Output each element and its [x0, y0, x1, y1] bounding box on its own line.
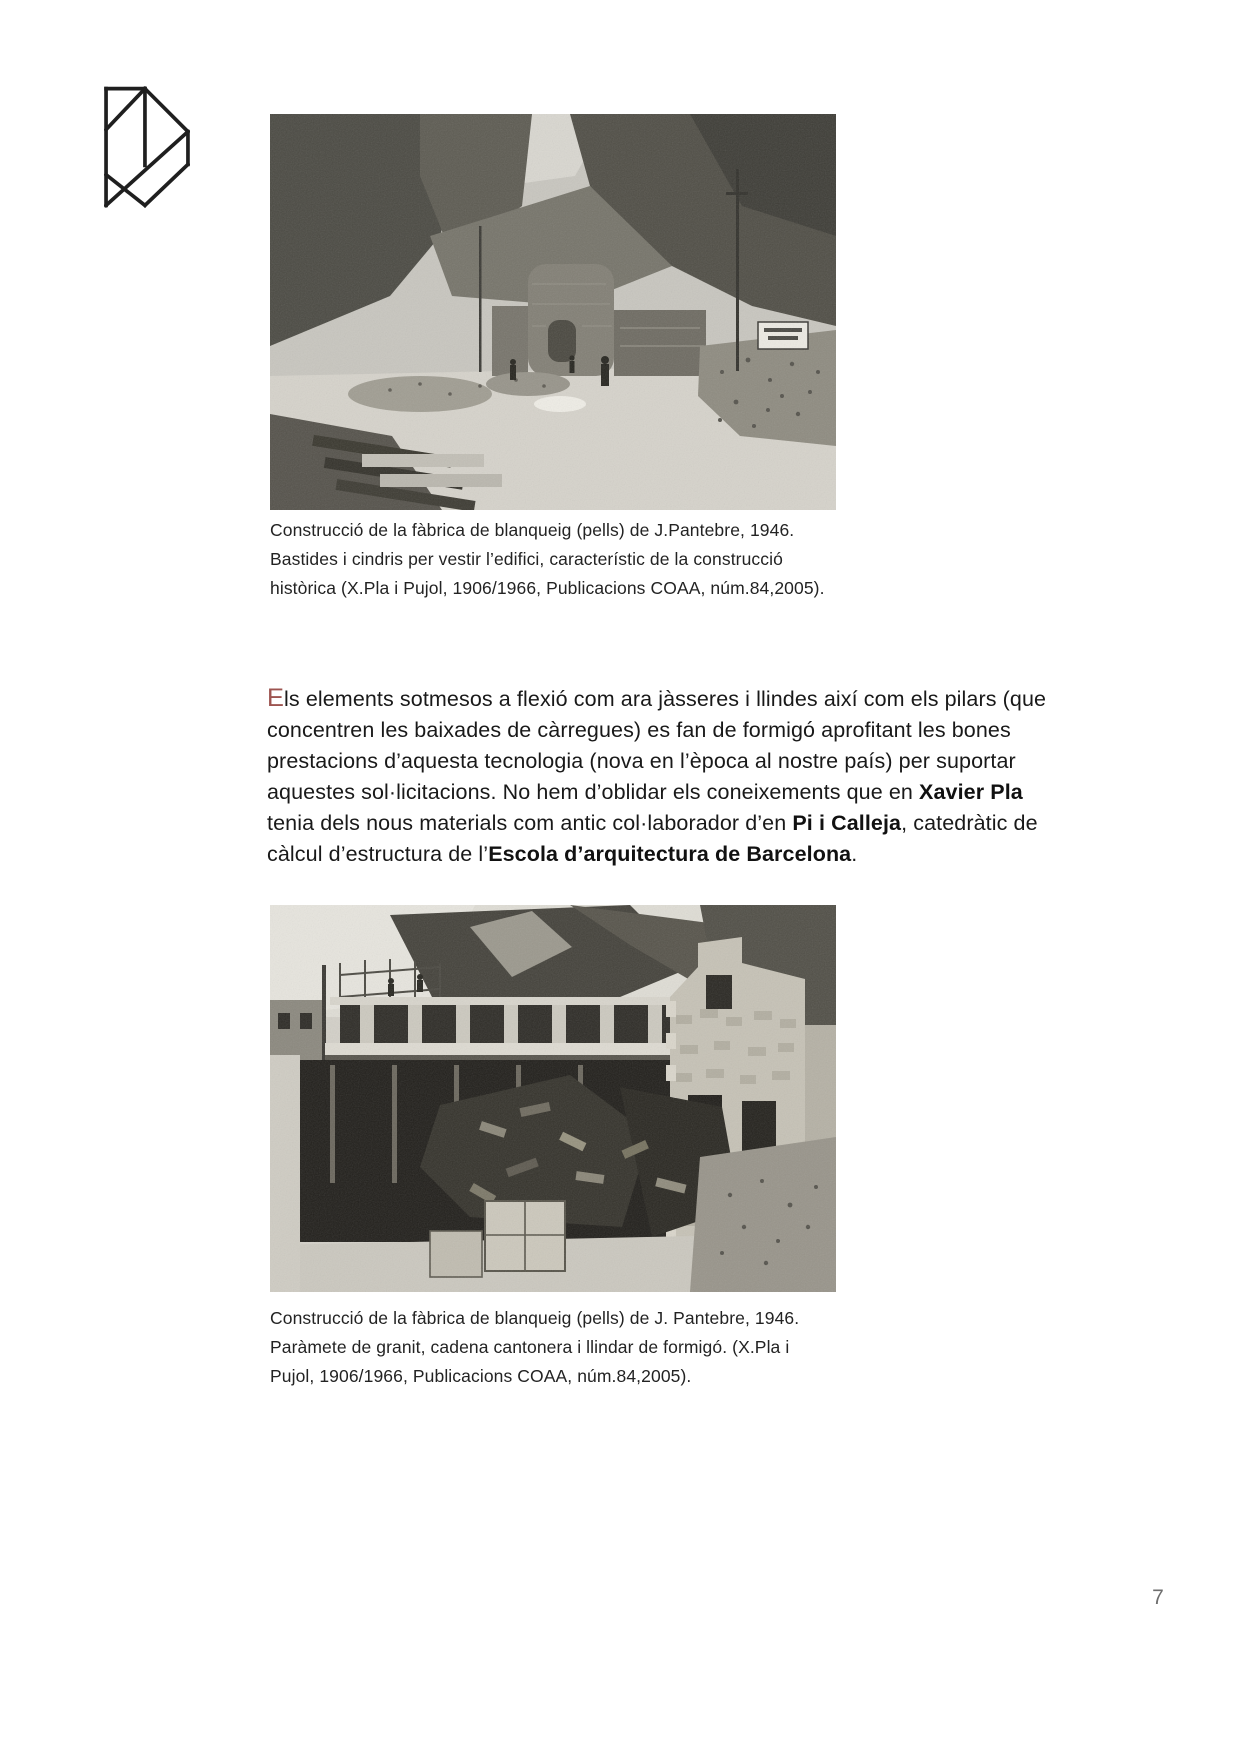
- bold-name-escola-arquitectura: Escola d’arquitectura de Barcelona: [488, 841, 852, 866]
- caption-line: Paràmete de granit, cadena cantonera i llindar de formigó. (X.Pla i: [270, 1337, 790, 1357]
- caption-line: històrica (X.Pla i Pujol, 1906/1966, Publicacions COAA, núm.84,2005).: [270, 578, 825, 598]
- construction-photo-1: [270, 114, 836, 510]
- construction-photo-2: [270, 905, 836, 1292]
- geometric-monogram-logo: [104, 86, 190, 208]
- figure-1-caption: [270, 516, 870, 603]
- paragraph-text: .: [851, 841, 858, 866]
- bold-name-pi-i-calleja: Pi i Calleja: [792, 810, 902, 835]
- caption-line: Pujol, 1906/1966, Publicacions COAA, núm.84,2005).: [270, 1366, 692, 1386]
- caption-line: Construcció de la fàbrica de blanqueig (pells) de J. Pantebre, 1946.: [270, 1308, 800, 1328]
- paragraph-text: , catedràtic de càlcul d’estructura de l’: [267, 810, 1038, 866]
- page-number: 7: [1152, 1586, 1164, 1609]
- figure-2-caption: [270, 1304, 870, 1391]
- bold-name-xavier-pla: Xavier Pla: [919, 779, 1023, 804]
- dropcap-initial: E: [267, 683, 285, 712]
- paragraph-text: tenia dels nous materials com antic col·laborador d’en: [267, 810, 793, 835]
- caption-line: Construcció de la fàbrica de blanqueig (pells) de J.Pantebre, 1946.: [270, 520, 795, 540]
- body-paragraph: [267, 684, 1075, 870]
- paragraph-text: ls elements sotmesos a flexió com ara jàsseres i llindes així com els pilars (que concentren les baixades de càrregues) es fan de formigó aprofitant les bones prestacions d’aquesta tecnologia (nova en l’època al nostre país) per suportar aquestes sol·licitacions. No hem d’oblidar els coneixements que en: [267, 686, 1047, 804]
- caption-line: Bastides i cindris per vestir l’edifici, característic de la construcció: [270, 549, 783, 569]
